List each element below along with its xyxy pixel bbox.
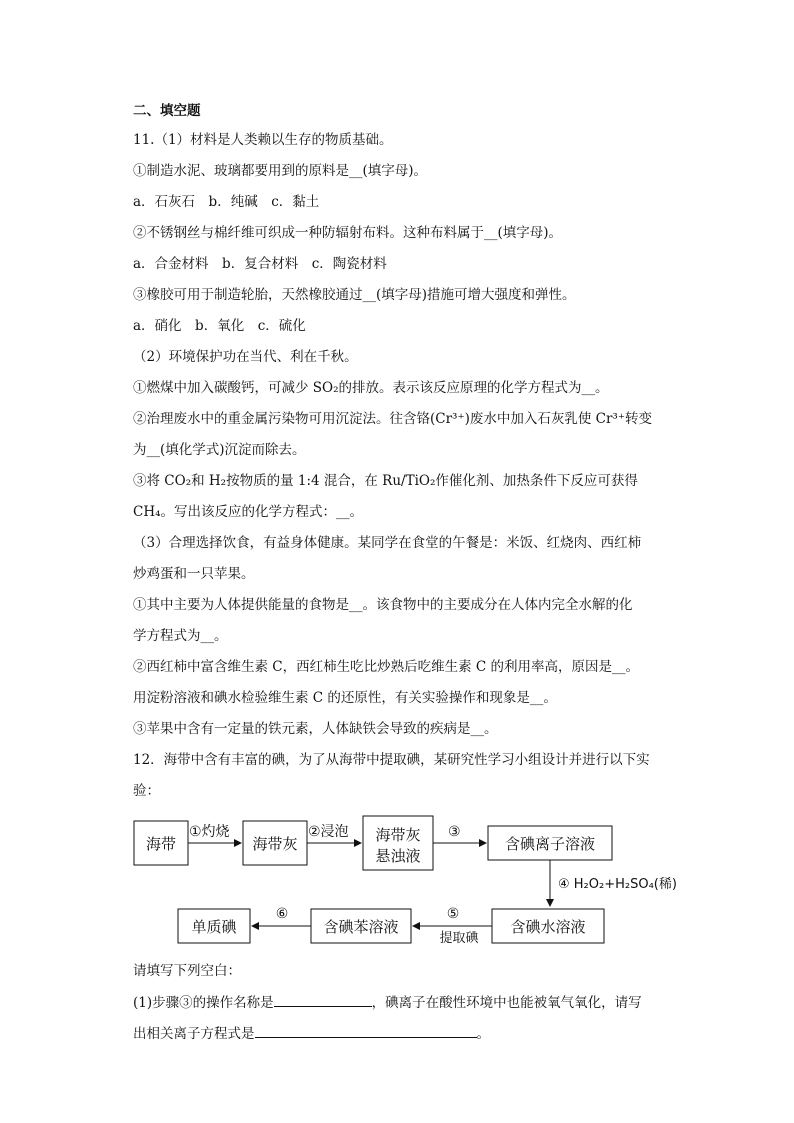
step1-label: ①灼烧	[189, 824, 230, 840]
q11-p3-2b: 用淀粉溶液和碘水检验维生素 C 的还原性，有关实验操作和现象是__。	[133, 690, 557, 706]
q11-p3-2a: ②西红柿中富含维生素 C，西红柿生吃比炒熟后吃维生素 C 的利用率高，原因是__。	[133, 659, 640, 675]
q12-q1-text-c: 出相关离子方程式是	[133, 1026, 255, 1042]
q11-p2-1: ①燃煤中加入碳酸钙，可减少 SO₂的排放。表示该反应原理的化学方程式为__。	[133, 380, 609, 396]
q11-p3-3: ③苹果中含有一定量的铁元素，人体缺铁会导致的疾病是__。	[133, 721, 498, 737]
answer-blank-ion-equation[interactable]	[255, 1023, 477, 1038]
q12-fill-prompt: 请填写下列空白：	[133, 963, 241, 979]
q12-q1-line1	[133, 992, 642, 1013]
box-haidaihui-label: 海带灰	[252, 835, 298, 853]
q11-p2-2b: 为__(填化学式)沉淀而除去。	[133, 442, 306, 458]
q11-p3-1b: 学方程式为__。	[133, 628, 228, 644]
answer-blank-step3[interactable]	[274, 992, 372, 1007]
q11-part3a: （3）合理选择饮食，有益身体健康。某同学在食堂的午餐是：米饭、红烧肉、西红柿	[133, 535, 642, 551]
box-dianlizi-label: 含碘离子溶液	[504, 835, 596, 853]
q11-p3-1a: ①其中主要为人体提供能量的食物是__。该食物中的主要成分在人体内完全水解的化	[133, 597, 633, 613]
q11-part2: （2）环境保护功在当代、利在千秋。	[133, 349, 358, 365]
q11-intro: 11.（1）材料是人类赖以生存的物质基础。	[133, 132, 393, 148]
q11-p1-2-options: a．合金材料 b．复合材料 c．陶瓷材料	[133, 256, 387, 272]
step3-label: ③	[448, 824, 461, 840]
q12-q1-line2	[133, 1023, 490, 1044]
box-xuanzhuo-label-2: 悬浊液	[375, 847, 421, 865]
q11-part3b: 炒鸡蛋和一只苹果。	[133, 566, 255, 582]
step5-label: ⑤	[446, 906, 460, 922]
q12-q1-text-b: ，碘离子在酸性环境中也能被氧气氧化，请写	[371, 995, 642, 1011]
step5-sublabel: 提取碘	[439, 931, 479, 946]
box-dianshui-label: 含碘水溶液	[510, 918, 586, 936]
step4-label: ④ H₂O₂+H₂SO₄(稀)	[558, 877, 677, 892]
q12-intro-b: 验：	[133, 783, 160, 799]
q11-p1-3-options: a．硝化 b．氧化 c．硫化	[133, 318, 306, 334]
box-xuanzhuo-label-1: 海带灰	[375, 826, 421, 844]
q12-intro-a: 12．海带中含有丰富的碘，为了从海带中提取碘，某研究性学习小组设计并进行以下实	[133, 752, 650, 768]
q11-p1-2: ②不锈钢丝与棉纤维可织成一种防辐射布料。这种布料属于__(填字母)。	[133, 225, 563, 241]
q11-p1-3: ③橡胶可用于制造轮胎，天然橡胶通过__(填字母)措施可增大强度和弹性。	[133, 287, 576, 303]
q12-q1-text-d: 。	[476, 1026, 490, 1042]
box-danzhi-label: 单质碘	[191, 918, 237, 936]
q12-q1-text-a: (1)步骤③的操作名称是	[133, 995, 274, 1011]
q11-p1-1: ①制造水泥、玻璃都要用到的原料是__(填字母)。	[133, 163, 428, 179]
step6-label: ⑥	[275, 906, 289, 922]
q11-p1-1-options: a．石灰石 b．纯碱 c．黏土	[133, 194, 320, 210]
q11-p2-3b: CH₄。写出该反应的化学方程式：__。	[133, 504, 364, 520]
q11-p2-2a: ②治理废水中的重金属污染物可用沉淀法。往含铬(Cr³⁺)废水中加入石灰乳使 Cr³⁺转变	[133, 411, 652, 427]
section-title: 二、填空题	[133, 103, 201, 119]
q11-p2-3a: ③将 CO₂和 H₂按物质的量 1:4 混合，在 Ru/TiO₂作催化剂、加热条件下反应可获得	[133, 473, 638, 489]
step2-label: ②浸泡	[308, 824, 349, 840]
box-dianben-label: 含碘苯溶液	[323, 918, 399, 936]
box-haidai-label: 海带	[145, 835, 177, 853]
